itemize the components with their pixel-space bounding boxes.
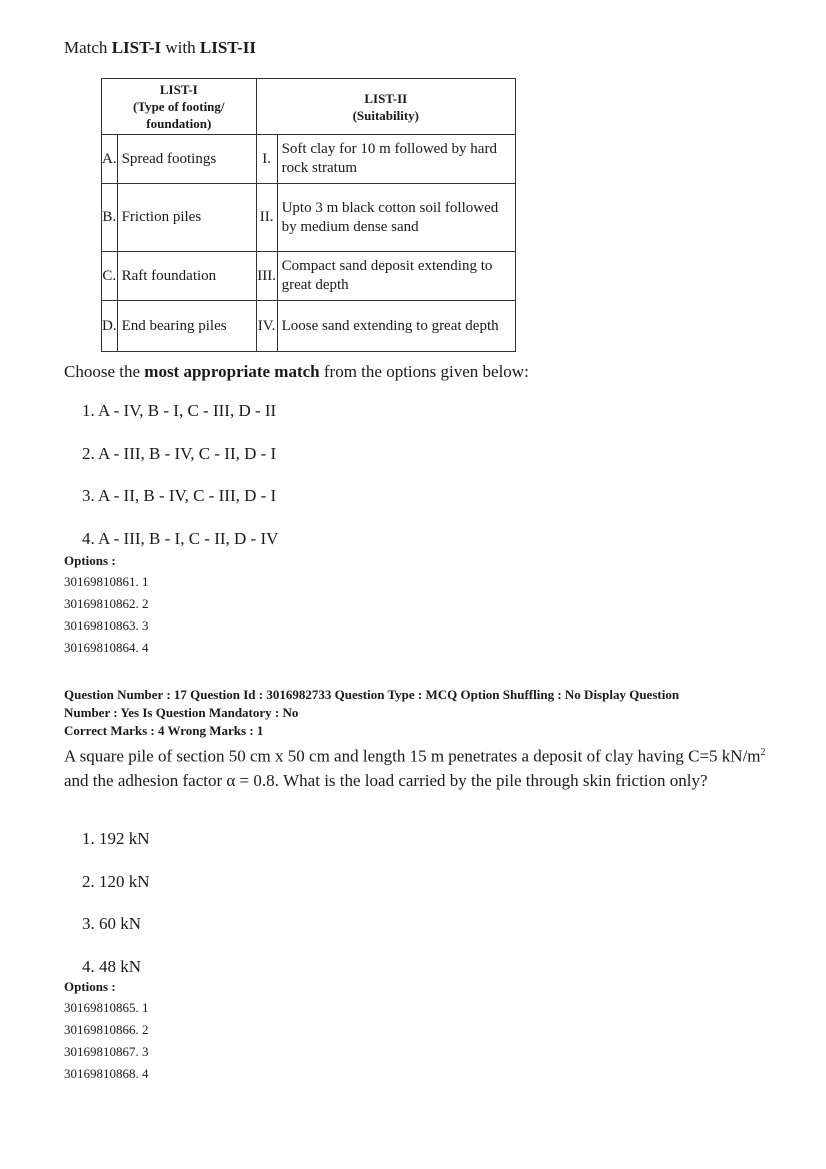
list2-header	[256, 79, 515, 135]
row-item: End bearing piles	[117, 301, 256, 352]
title-with: with	[161, 38, 200, 57]
instruction-post: from the options given below:	[319, 362, 529, 381]
list1-header-sub2: foundation)	[146, 116, 212, 131]
q17-marks: Correct Marks : 4 Wrong Marks : 1	[64, 723, 264, 738]
q16-options-label: Options :	[64, 553, 116, 568]
row-roman: III.	[256, 252, 277, 301]
q16-choice-1: 1. A - IV, B - I, C - III, D - II	[82, 401, 277, 420]
q16-option-code-3: 30169810863. 3	[64, 618, 149, 633]
q16-choice-4: 4. A - III, B - I, C - II, D - IV	[82, 529, 279, 548]
q17-option-code-2: 30169810866. 2	[64, 1022, 149, 1037]
q17-choice-1: 1. 192 kN	[82, 829, 150, 848]
row-roman: IV.	[256, 301, 277, 352]
row-letter: D.	[102, 301, 118, 352]
row-roman: II.	[256, 184, 277, 252]
instruction-pre: Choose the	[64, 362, 145, 381]
table-header-row	[102, 79, 516, 135]
q17-choice-4: 4. 48 kN	[82, 957, 142, 976]
q17-meta-line1: Question Number : 17 Question Id : 3016982733 Question Type : MCQ Option Shuffling : No Display Question	[64, 687, 680, 702]
q16-option-code-1: 30169810861. 1	[64, 574, 149, 589]
row-letter: B.	[102, 184, 118, 252]
q17-option-code-1: 30169810865. 1	[64, 1000, 149, 1015]
table-row	[102, 135, 516, 184]
list2-header-title: LIST-II	[364, 90, 408, 106]
q17-meta-line2: Number : Yes Is Question Mandatory : No	[64, 705, 299, 720]
question-16-title	[64, 38, 256, 58]
table-row	[102, 184, 516, 252]
row-desc: Upto 3 m black cotton soil followed by medium dense sand	[277, 184, 515, 252]
q17-choice-2: 2. 120 kN	[82, 872, 150, 891]
instruction-bold: most appropriate match	[144, 362, 320, 381]
question-16-instruction	[64, 362, 529, 382]
list1-header-sub1: (Type of footing/	[133, 99, 225, 114]
row-roman: I.	[256, 135, 277, 184]
match-table	[101, 78, 516, 352]
q17-question-text	[64, 741, 784, 793]
row-desc: Soft clay for 10 m followed by hard rock stratum	[277, 135, 515, 184]
q16-choice-3: 3. A - II, B - IV, C - III, D - I	[82, 486, 277, 505]
q16-choice-2: 2. A - III, B - IV, C - II, D - I	[82, 444, 277, 463]
q17-text-part2: and the adhesion factor α = 0.8. What is the load carried by the pile through skin friction only?	[64, 770, 708, 790]
row-item: Raft foundation	[117, 252, 256, 301]
list2-header-sub: (Suitability)	[352, 107, 420, 123]
row-letter: A.	[102, 135, 118, 184]
title-list1: LIST-I	[111, 38, 162, 57]
row-desc: Compact sand deposit extending to great depth	[277, 252, 515, 301]
row-item: Friction piles	[117, 184, 256, 252]
table-row	[102, 301, 516, 352]
table-row	[102, 252, 516, 301]
q17-choice-3: 3. 60 kN	[82, 914, 142, 933]
q17-text-part1: A square pile of section 50 cm x 50 cm and length 15 m penetrates a deposit of clay having C=5 kN/m	[64, 746, 761, 766]
row-desc: Loose sand extending to great depth	[277, 301, 515, 352]
row-letter: C.	[102, 252, 118, 301]
title-prefix: Match	[64, 38, 112, 57]
q17-option-code-4: 30169810868. 4	[64, 1066, 149, 1081]
q17-options-label: Options :	[64, 979, 116, 994]
q17-option-code-3: 30169810867. 3	[64, 1044, 149, 1059]
q16-option-code-2: 30169810862. 2	[64, 596, 149, 611]
title-list2: LIST-II	[199, 38, 256, 57]
q16-option-code-4: 30169810864. 4	[64, 640, 149, 655]
list1-header-title: LIST-I	[159, 82, 198, 97]
row-item: Spread footings	[117, 135, 256, 184]
list1-header	[102, 79, 257, 135]
q17-text-superscript: 2	[760, 747, 766, 758]
